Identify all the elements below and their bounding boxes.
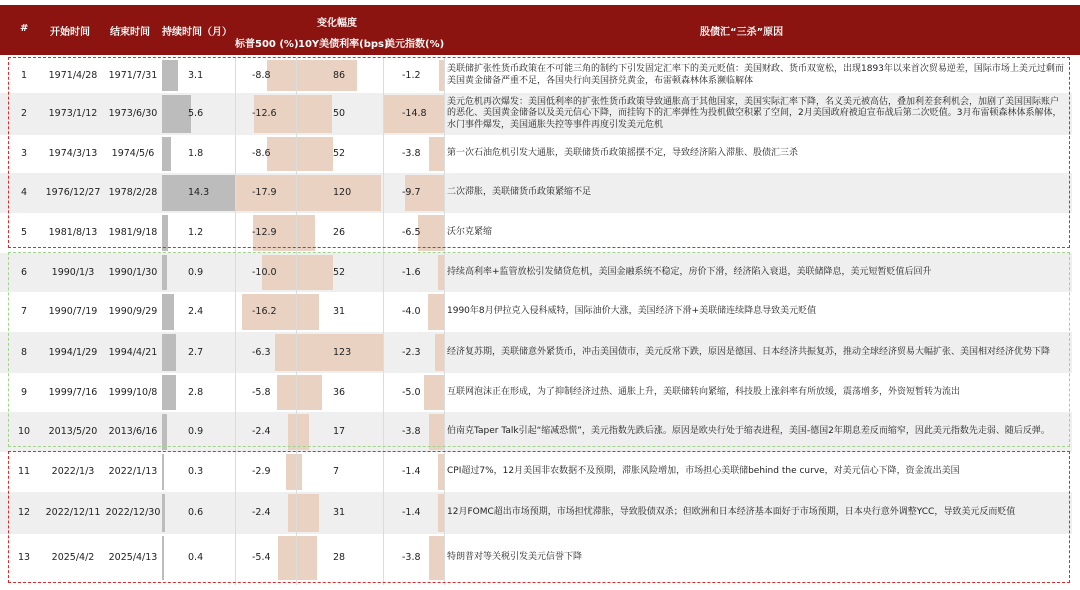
- reason-text: 1990年8月伊拉克入侵科威特，国际油价大涨，美国经济下滑+美联储连续降息导致美元贬值: [447, 306, 817, 316]
- header-10y: 10Y美债利率(bps): [298, 39, 389, 50]
- duration-value: 2.4: [188, 306, 204, 317]
- row-num: 2: [20, 108, 28, 119]
- duration-bar: [162, 375, 176, 410]
- table-row: [0, 58, 1072, 93]
- row-num: 3: [20, 148, 28, 159]
- bps-bar: [297, 536, 317, 580]
- bps-value: 28: [333, 552, 346, 563]
- duration-bar: [162, 414, 167, 450]
- header-reason: 股债汇“三杀”原因: [700, 27, 784, 38]
- end-date: 1973/6/30: [108, 108, 158, 119]
- dxy-value: -4.0: [402, 306, 421, 317]
- sp500-bar: [277, 375, 296, 410]
- reason-text: 第一次石油危机引发大通胀，美联储货币政策摇摆不定，导致经济陷入滞胀、股债汇三杀: [447, 148, 799, 158]
- start-date: 1974/3/13: [48, 148, 98, 159]
- reason-text: 特朗普对等关税引发美元信誉下降: [447, 552, 583, 562]
- dxy-bar: [429, 137, 444, 171]
- header-duration: 持续时间（月）: [162, 27, 232, 38]
- duration-value: 5.6: [188, 108, 204, 119]
- sp500-value: -6.3: [252, 346, 271, 358]
- start-date: 1981/8/13: [48, 227, 98, 238]
- sp500-bar: [288, 494, 296, 532]
- bps-value: 31: [333, 306, 346, 317]
- reason-text: 美元危机再次爆发：美国低利率的扩张性货币政策导致通胀高于其他国家，美国实际汇率下降，名义美元被高估，叠加利差套利机会，加剧了美国国际账户的恶化、美国黄金储备以及美元信心下降，而挂钩下的汇率弹性为投机做空积累了空间，2月美国政府被迫宣布战后第二次贬值。3月布雷顿森林体系解体，水门事件爆发，美国通胀失控等事件再度引发美元危机: [447, 96, 1062, 130]
- table-row: [0, 492, 1072, 534]
- bps-bar: [297, 95, 332, 133]
- start-date: 2022/12/11: [45, 507, 101, 518]
- dxy-bar: [438, 255, 444, 290]
- bps-value: 86: [333, 69, 346, 81]
- header-dxy: 美元指数(%): [385, 39, 445, 50]
- duration-value: 0.9: [188, 426, 204, 437]
- table-row: [0, 534, 1072, 582]
- bps-value: 52: [333, 266, 346, 278]
- header-num: #: [20, 23, 29, 34]
- dxy-value: -9.7: [402, 187, 421, 198]
- bps-bar: [297, 255, 333, 290]
- sp500-value: -10.0: [252, 266, 277, 278]
- end-date: 1974/5/6: [111, 148, 155, 159]
- dxy-value: -3.8: [402, 148, 421, 159]
- table-row: [0, 452, 1072, 492]
- sp500-bar: [275, 334, 296, 371]
- column-divider: [296, 58, 297, 585]
- duration-value: 14.3: [188, 187, 210, 198]
- dxy-value: -6.5: [402, 227, 421, 238]
- reason-text: CPI超过7%，12月美国非农数据不及预期，滞胀风险增加，市场担心美联储behind the curve，对美元信心下降，资金流出美国: [447, 466, 960, 476]
- duration-value: 0.4: [188, 552, 204, 563]
- bps-bar: [297, 294, 319, 330]
- row-num: 10: [17, 426, 31, 437]
- table-row: [0, 253, 1072, 292]
- duration-value: 0.9: [188, 266, 204, 278]
- dxy-bar: [429, 536, 444, 580]
- dxy-bar: [424, 375, 444, 410]
- row-num: 12: [17, 507, 31, 518]
- reason-text: 经济复苏期，美联储意外紧货币，冲击美国债市，美元反常下跌，原因是德国、日本经济共振复苏，推动全球经济贸易大幅扩张、美国相对经济优势下降: [447, 346, 1051, 357]
- duration-bar: [162, 60, 178, 91]
- duration-value: 0.6: [188, 507, 204, 518]
- reason-text: 互联网泡沫正在形成，为了抑制经济过热、通胀上升，美联储转向紧缩，科技股上涨斜率有所放缓，震荡增多，外资短暂转为流出: [447, 386, 961, 397]
- row-num: 7: [20, 306, 28, 317]
- end-date: 1981/9/18: [108, 227, 158, 238]
- table-header: [0, 5, 1080, 55]
- table-row: [0, 292, 1072, 332]
- header-start: 开始时间: [50, 27, 90, 38]
- end-date: 2013/6/16: [108, 426, 158, 437]
- bps-value: 26: [333, 227, 346, 238]
- sp500-bar: [286, 454, 296, 490]
- column-divider: [383, 58, 384, 585]
- bps-value: 52: [333, 148, 346, 159]
- start-date: 1973/1/12: [48, 108, 98, 119]
- bps-bar: [297, 454, 302, 490]
- sp500-value: -5.4: [252, 552, 271, 563]
- end-date: 1999/10/8: [108, 386, 158, 398]
- sp500-value: -12.6: [252, 108, 277, 119]
- row-num: 5: [20, 227, 28, 238]
- bps-bar: [297, 215, 315, 251]
- end-date: 1990/1/30: [108, 266, 158, 278]
- dxy-value: -1.6: [402, 266, 421, 278]
- start-date: 1990/1/3: [51, 266, 95, 278]
- sp500-value: -16.2: [252, 306, 277, 317]
- table-row: [0, 332, 1072, 373]
- header-end: 结束时间: [110, 27, 150, 38]
- column-divider: [235, 58, 236, 585]
- table-row: [0, 412, 1072, 452]
- row-num: 9: [20, 386, 28, 398]
- reason-text: 12月FOMC超出市场预期，市场担忧滞胀，导致股债双杀；但欧洲和日本经济基本面好于市场预期，日本央行意外调整YCC，导致美元反而贬值: [447, 507, 1016, 517]
- dxy-bar: [428, 294, 444, 330]
- table-row: [0, 135, 1072, 173]
- row-num: 6: [20, 266, 28, 278]
- end-date: 1990/9/29: [108, 306, 158, 317]
- dxy-value: -1.4: [402, 466, 421, 477]
- duration-value: 2.8: [188, 386, 204, 398]
- start-date: 1994/1/29: [48, 346, 98, 358]
- dxy-value: -3.8: [402, 552, 421, 563]
- duration-value: 1.8: [188, 148, 204, 159]
- bps-value: 120: [333, 187, 352, 198]
- header-change-group: 变化幅度: [317, 18, 357, 29]
- sp500-bar: [267, 60, 296, 91]
- sp500-value: -5.8: [252, 386, 271, 398]
- dxy-value: -1.4: [402, 507, 421, 518]
- bps-value: 31: [333, 507, 346, 518]
- sp500-value: -8.8: [252, 69, 271, 81]
- start-date: 1990/7/19: [48, 306, 98, 317]
- bps-bar: [297, 60, 357, 91]
- table-row: [0, 173, 1072, 213]
- bps-bar: [297, 137, 333, 171]
- dxy-bar: [435, 334, 444, 371]
- reason-text: 美联储扩张性货币政策在不可能三角的制约下引发固定汇率下的美元贬值：美国财政、货币双宽松，出现1893年以来首次贸易逆差，国际市场上美元过剩而美国黄金储备严重不足，各国央行向美国挤兑黄金，布雷顿森林体系濒临解体: [447, 64, 1064, 86]
- bps-bar: [297, 494, 319, 532]
- sp500-value: -17.9: [252, 187, 277, 198]
- bps-value: 36: [333, 386, 346, 398]
- duration-bar: [162, 255, 167, 290]
- sp500-value: -8.6: [252, 148, 271, 159]
- bps-bar: [297, 414, 309, 450]
- row-num: 11: [17, 466, 31, 477]
- duration-value: 1.2: [188, 227, 204, 238]
- end-date: 1971/7/31: [108, 69, 158, 81]
- bps-value: 17: [333, 426, 346, 437]
- duration-bar: [162, 294, 174, 330]
- sp500-bar: [288, 414, 296, 450]
- bps-value: 50: [333, 108, 346, 119]
- end-date: 2022/12/30: [105, 507, 161, 518]
- bps-bar: [297, 375, 322, 410]
- table-row: [0, 93, 1072, 135]
- reason-text: 二次滞胀，美联储货币政策紧缩不足: [447, 187, 592, 197]
- sp500-value: -2.4: [252, 507, 271, 518]
- start-date: 1999/7/16: [48, 386, 98, 398]
- duration-value: 0.3: [188, 466, 204, 477]
- dxy-bar: [429, 414, 444, 450]
- duration-bar: [162, 536, 164, 580]
- dxy-value: -14.8: [402, 108, 427, 119]
- end-date: 2022/1/13: [108, 466, 158, 477]
- end-date: 1978/2/28: [108, 187, 158, 198]
- header-sp500: 标普500 (%): [235, 39, 299, 50]
- sp500-value: -2.9: [252, 466, 271, 477]
- row-num: 13: [17, 552, 31, 563]
- table-row: [0, 213, 1072, 253]
- start-date: 2025/4/2: [51, 552, 95, 563]
- row-num: 4: [20, 187, 28, 198]
- dxy-value: -3.8: [402, 426, 421, 437]
- end-date: 2025/4/13: [108, 552, 158, 563]
- start-date: 1976/12/27: [45, 187, 101, 198]
- duration-bar: [162, 215, 168, 251]
- dxy-value: -1.2: [402, 69, 421, 81]
- duration-bar: [162, 494, 165, 532]
- dxy-bar: [418, 215, 444, 251]
- sp500-bar: [267, 137, 296, 171]
- dxy-value: -2.3: [402, 346, 421, 358]
- start-date: 2013/5/20: [48, 426, 98, 437]
- column-divider: [444, 58, 445, 585]
- sp500-bar: [278, 536, 296, 580]
- sp500-value: -2.4: [252, 426, 271, 437]
- duration-bar: [162, 454, 164, 490]
- table-row: [0, 373, 1072, 412]
- dxy-value: -5.0: [402, 386, 421, 398]
- duration-bar: [162, 137, 171, 171]
- start-date: 1971/4/28: [48, 69, 98, 81]
- reason-text: 沃尔克紧缩: [447, 227, 493, 237]
- duration-bar: [162, 95, 191, 133]
- reason-text: 持续高利率+监管放松引发储贷危机，美国金融系统不稳定，房价下滑，经济陷入衰退，美联储降息，美元短暂贬值后回升: [447, 266, 932, 277]
- duration-value: 2.7: [188, 346, 204, 358]
- duration-bar: [162, 334, 176, 371]
- sp500-value: -12.9: [252, 227, 277, 238]
- row-num: 1: [20, 69, 28, 81]
- start-date: 2022/1/3: [51, 466, 95, 477]
- reason-text: 伯南克Taper Talk引起“缩减恐慌”，美元指数先跌后涨。原因是欧央行处于缩表进程，美国-德国2年期息差反而缩窄，因此美元指数先走弱、随后反弹。: [447, 426, 1050, 436]
- bps-value: 7: [333, 466, 340, 477]
- bps-value: 123: [333, 346, 352, 358]
- duration-value: 3.1: [188, 69, 204, 81]
- row-num: 8: [20, 346, 28, 358]
- end-date: 1994/4/21: [108, 346, 158, 358]
